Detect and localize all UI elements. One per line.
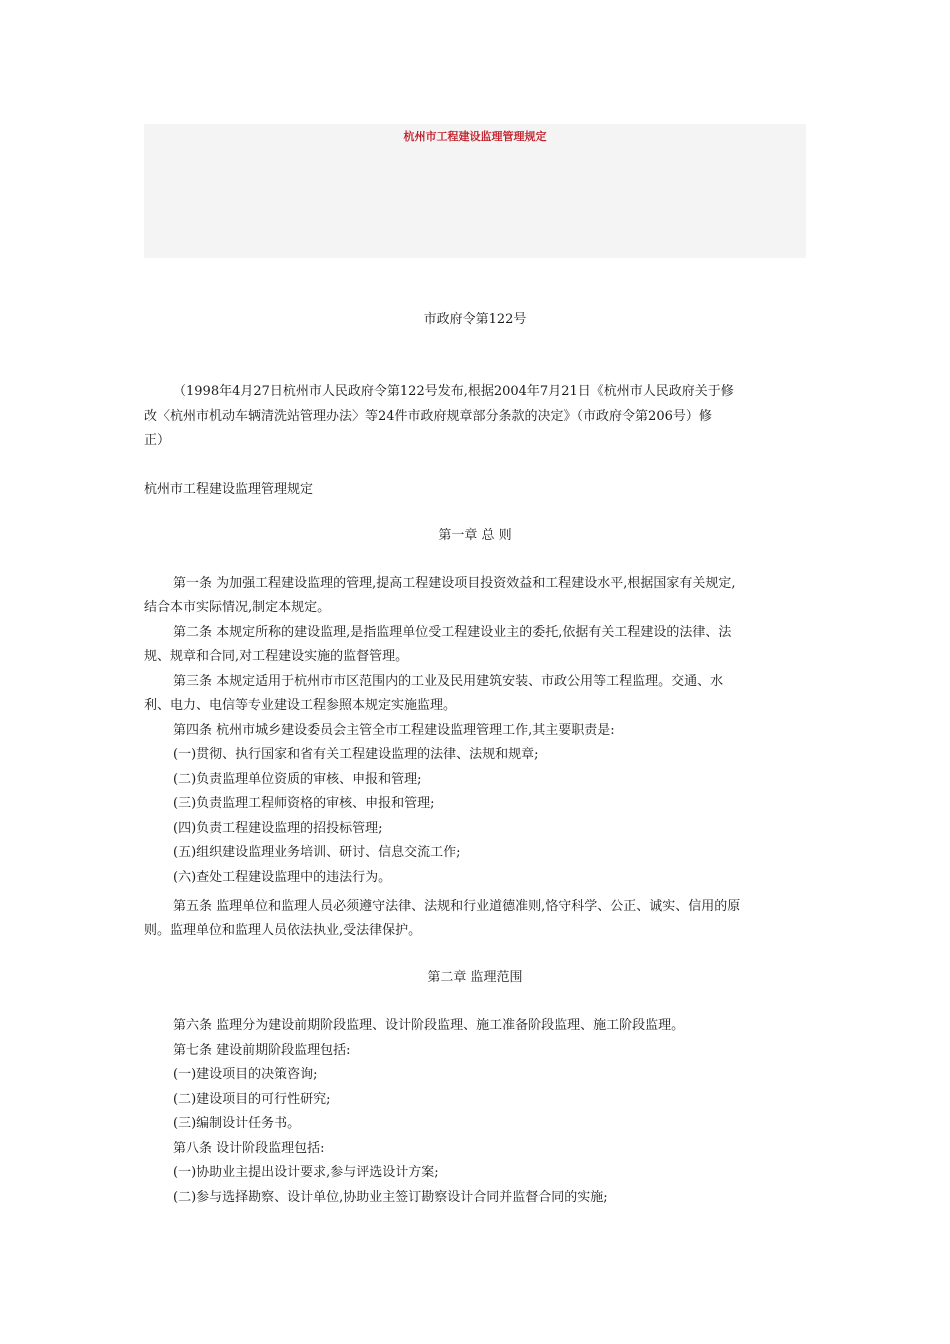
article-item: (二)建设项目的可行性研究; (173, 1092, 331, 1107)
article-line: 第三条 本规定适用于杭州市市区范围内的工业及民用建筑安装、市政公用等工程监理。交通、水 (173, 674, 724, 689)
document-title: 杭州市工程建设监理管理规定 (144, 482, 314, 497)
article-line: 第六条 监理分为建设前期阶段监理、设计阶段监理、施工准备阶段监理、施工阶段监理。 (173, 1018, 685, 1033)
article-item: (二)负责监理单位资质的审核、申报和管理; (173, 772, 422, 787)
article-item: (六)查处工程建设监理中的违法行为。 (173, 870, 392, 885)
article-line: 第七条 建设前期阶段监理包括: (173, 1043, 351, 1058)
article-item: (三)负责监理工程师资格的审核、申报和管理; (173, 796, 435, 811)
article-line: 规、规章和合同,对工程建设实施的监督管理。 (144, 649, 409, 664)
article-item: (一)贯彻、执行国家和省有关工程建设监理的法律、法规和规章; (173, 747, 539, 762)
article-line: 结合本市实际情况,制定本规定。 (144, 600, 331, 615)
article-line: 第四条 杭州市城乡建设委员会主管全市工程建设监理管理工作,其主要职责是: (173, 723, 615, 738)
article-line: 利、电力、电信等专业建设工程参照本规定实施监理。 (144, 698, 457, 713)
article-item: (四)负责工程建设监理的招投标管理; (173, 821, 383, 836)
header-title: 杭州市工程建设监理管理规定 (403, 130, 547, 143)
article-item: (一)建设项目的决策咨询; (173, 1067, 318, 1082)
article-line: 第一条 为加强工程建设监理的管理,提高工程建设项目投资效益和工程建设水平,根据国家有关规定, (173, 576, 736, 591)
chapter-2-title: 第二章 监理范围 (427, 970, 523, 985)
article-item: (一)协助业主提出设计要求,参与评选设计方案; (173, 1165, 439, 1180)
article-item: (五)组织建设监理业务培训、研讨、信息交流工作; (173, 845, 461, 860)
note-line: （1998年4月27日杭州市人民政府令第122号发布,根据2004年7月21日《杭州市人民政府关于修 (173, 384, 734, 399)
article-line: 第五条 监理单位和监理人员必须遵守法律、法规和行业道德准则,恪守科学、公正、诚实、信用的原 (173, 899, 741, 914)
article-line: 第八条 设计阶段监理包括: (173, 1141, 325, 1156)
article-line: 第二条 本规定所称的建设监理,是指监理单位受工程建设业主的委托,依据有关工程建设的法律、法 (173, 625, 732, 640)
note-line: 改〈杭州市机动车辆清洗站管理办法〉等24件市政府规章部分条款的决定》（市政府令第206号）修 (144, 409, 712, 424)
order-number: 市政府令第122号 (423, 312, 527, 327)
note-line: 正） (144, 433, 171, 448)
header-banner (144, 124, 806, 258)
article-line: 则。监理单位和监理人员依法执业,受法律保护。 (144, 923, 422, 938)
article-item: (三)编制设计任务书。 (173, 1116, 301, 1131)
chapter-1-title: 第一章 总 则 (438, 528, 512, 543)
article-item: (二)参与选择勘察、设计单位,协助业主签订勘察设计合同并监督合同的实施; (173, 1190, 608, 1205)
